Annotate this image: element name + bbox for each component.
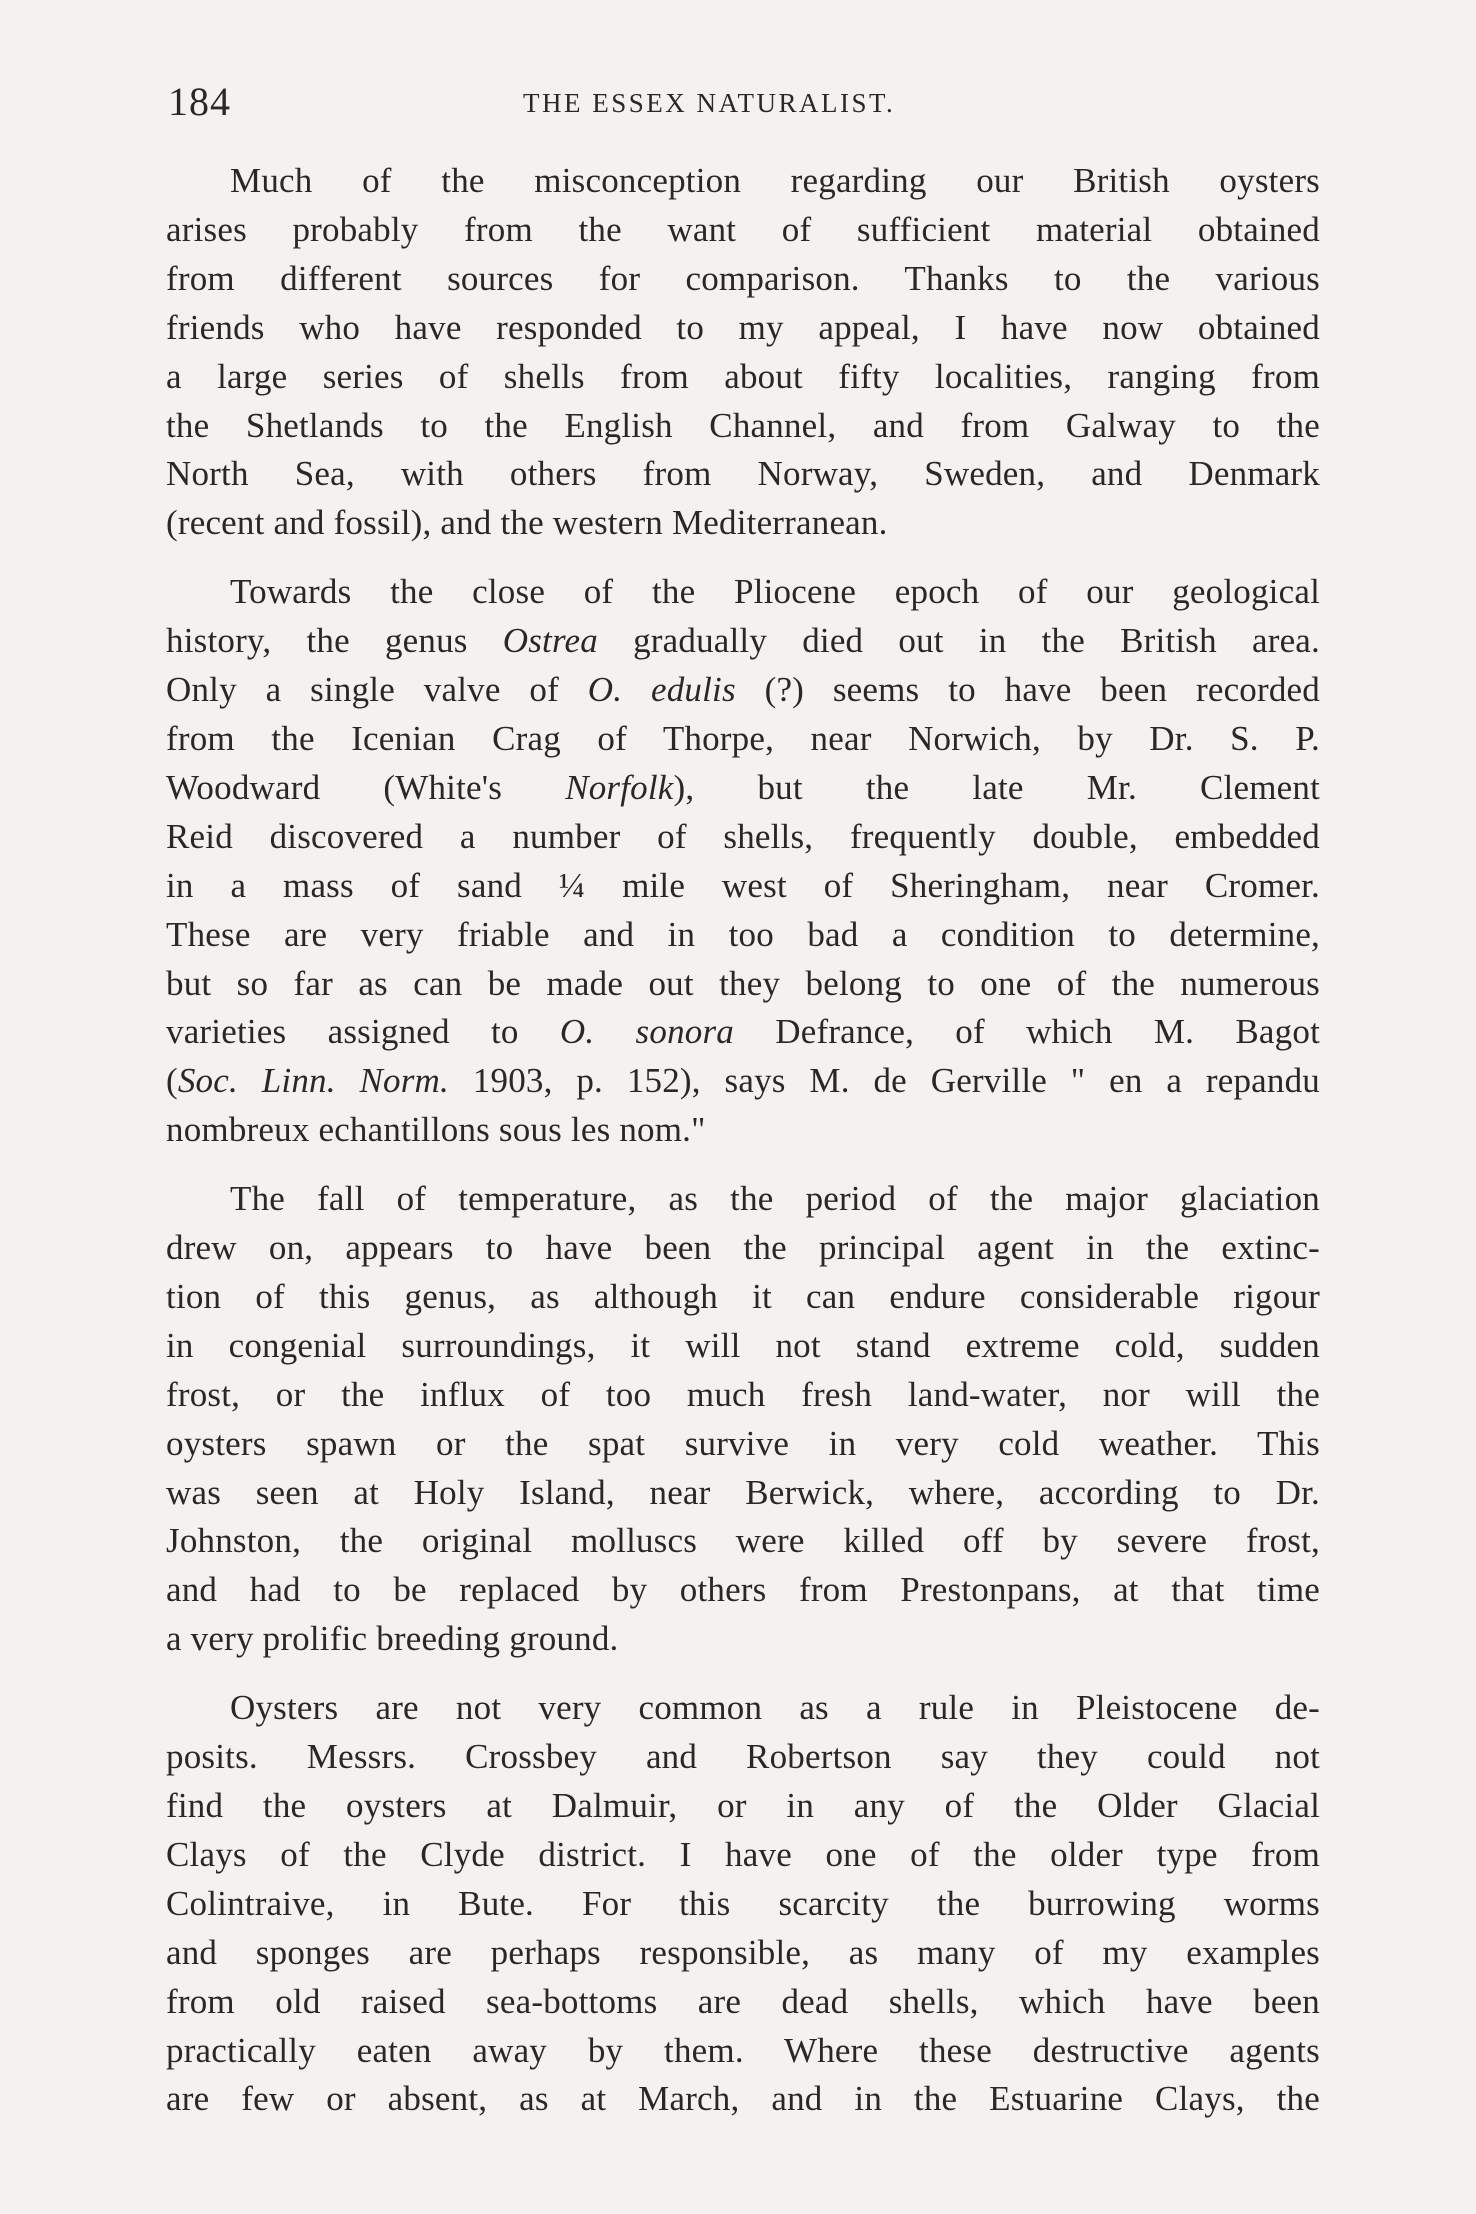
page-number: 184 — [168, 79, 231, 124]
text-line: friends who have responded to my appeal, I have now obtained — [166, 307, 1320, 347]
text-line: These are very friable and in too bad a condition to determine, — [166, 914, 1320, 954]
text-line: in a mass of sand ¼ mile west of Sheringham, near Cromer. — [166, 865, 1320, 905]
paragraph — [166, 568, 1320, 1155]
text-line: Clays of the Clyde district. I have one of the older type from — [166, 1834, 1320, 1874]
text-line: and had to be replaced by others from Prestonpans, at that time — [166, 1570, 1320, 1610]
text-line: history, the genus Ostrea gradually died out in the British area. — [166, 621, 1320, 661]
text-line: Johnston, the original molluscs were killed off by severe frost, — [166, 1521, 1320, 1561]
paragraph — [166, 157, 1320, 548]
text-line: varieties assigned to O. sonora Defrance, of which M. Bagot — [166, 1012, 1320, 1052]
text-line: are few or absent, as at March, and in the Estuarine Clays, the — [166, 2079, 1320, 2119]
text-line: and sponges are perhaps responsible, as many of my examples — [166, 1932, 1320, 1972]
text-line: Colintraive, in Bute. For this scarcity the burrowing worms — [166, 1883, 1320, 1923]
text-line: The fall of temperature, as the period of the major glaciation — [230, 1179, 1320, 1219]
text-line: (Soc. Linn. Norm. 1903, p. 152), says M. de Gerville " en a repandu — [166, 1061, 1321, 1101]
text-line: arises probably from the want of sufficient material obtained — [166, 209, 1320, 249]
page-header — [168, 78, 1318, 128]
text-line: in congenial surroundings, it will not stand extreme cold, sudden — [166, 1325, 1320, 1365]
text-line: nombreux echantillons sous les nom." — [166, 1110, 706, 1150]
running-title: THE ESSEX NATURALIST. — [523, 88, 896, 118]
text-line: Towards the close of the Pliocene epoch of our geological — [230, 572, 1320, 612]
text-line: a very prolific breeding ground. — [166, 1619, 619, 1659]
body-text — [166, 157, 1320, 2124]
text-line: find the oysters at Dalmuir, or in any of the Older Glacial — [166, 1786, 1320, 1825]
text-line: tion of this genus, as although it can endure considerable rigour — [166, 1276, 1320, 1316]
text-line: posits. Messrs. Crossbey and Robertson say they could not — [166, 1737, 1320, 1777]
text-line: Only a single valve of O. edulis (?) seems to have been recorded — [166, 670, 1320, 710]
text-line: from old raised sea-bottoms are dead shells, which have been — [166, 1981, 1320, 2021]
text-line: frost, or the influx of too much fresh land-water, nor will the — [166, 1374, 1320, 1414]
text-line: Reid discovered a number of shells, frequently double, embedded — [166, 816, 1320, 856]
paragraph — [166, 1175, 1320, 1664]
text-line: Woodward (White's Norfolk), but the late Mr. Clement — [166, 767, 1320, 807]
text-line: from the Icenian Crag of Thorpe, near Norwich, by Dr. S. P. — [166, 718, 1320, 758]
text-line: but so far as can be made out they belong to one of the numerous — [166, 963, 1320, 1003]
text-line: drew on, appears to have been the principal agent in the extinc- — [166, 1228, 1320, 1268]
text-line: practically eaten away by them. Where these destructive agents — [166, 2030, 1320, 2070]
text-line: a large series of shells from about fifty localities, ranging from — [166, 356, 1320, 396]
text-line: Much of the misconception regarding our British oysters — [230, 161, 1320, 200]
text-line: (recent and fossil), and the western Mediterranean. — [166, 503, 888, 543]
text-line: oysters spawn or the spat survive in very cold weather. This — [166, 1423, 1320, 1463]
paragraph — [166, 1684, 1320, 2124]
text-line: North Sea, with others from Norway, Sweden, and Denmark — [166, 454, 1320, 494]
text-line: the Shetlands to the English Channel, and from Galway to the — [166, 405, 1320, 445]
text-line: Oysters are not very common as a rule in Pleistocene de- — [230, 1688, 1320, 1728]
text-line: from different sources for comparison. Thanks to the various — [166, 258, 1320, 298]
text-line: was seen at Holy Island, near Berwick, where, according to Dr. — [166, 1472, 1320, 1512]
